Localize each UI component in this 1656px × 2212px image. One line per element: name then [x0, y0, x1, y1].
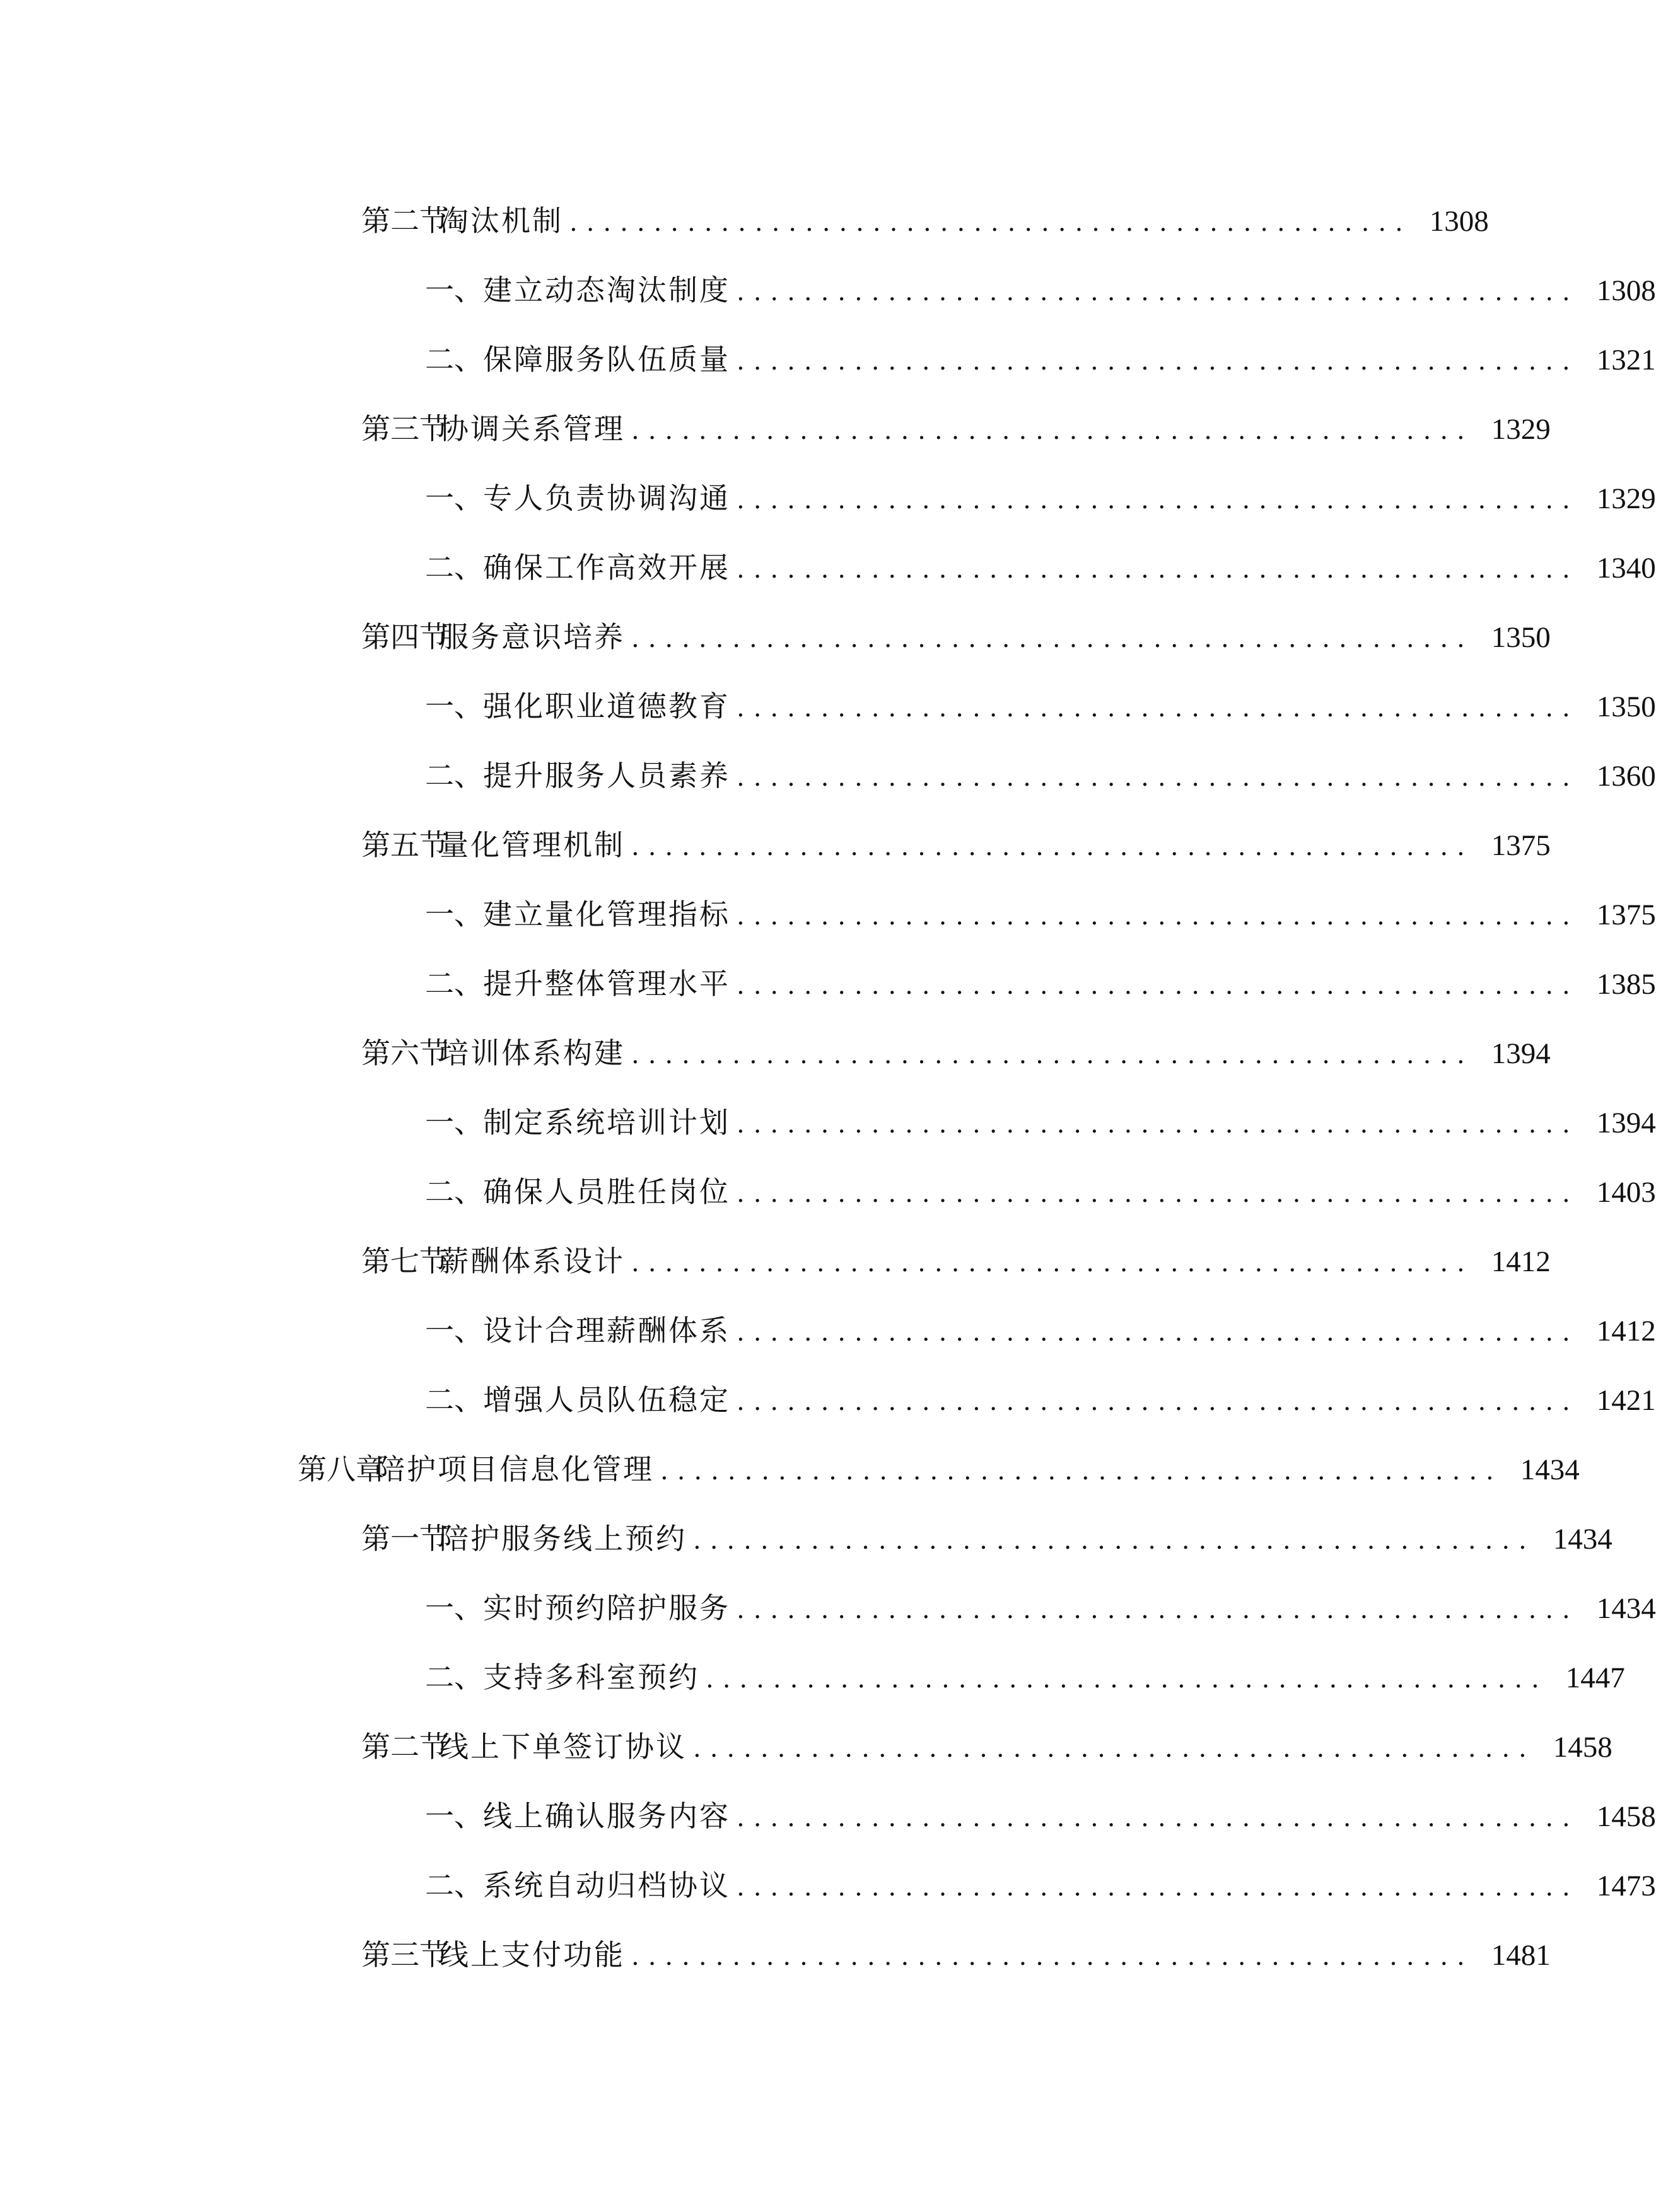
toc-entry-number: 第一节: [361, 1522, 448, 1556]
toc-entry-number: 一、: [425, 273, 483, 307]
toc-entry-title: 线上支付功能: [440, 1938, 625, 1972]
toc-entry-page: 1403: [1596, 1176, 1656, 1209]
toc-entry[interactable]: [361, 612, 1551, 662]
toc-entry-title: 设计合理薪酬体系: [483, 1313, 730, 1348]
toc-entry[interactable]: [361, 1721, 1612, 1772]
toc-entry-title: 保障服务队伍质量: [483, 342, 730, 376]
toc-entry-page: 1385: [1596, 968, 1656, 1001]
toc-entry[interactable]: [425, 542, 1656, 593]
toc-entry-title: 专人负责协调沟通: [483, 481, 730, 515]
toc-entry-title: 确保工作高效开展: [483, 550, 730, 585]
toc-entry-page: 1458: [1553, 1731, 1612, 1764]
toc-entry[interactable]: [425, 1167, 1656, 1217]
dot-leader: ..................................................: [737, 1595, 1579, 1624]
toc-entry-number: 第六节: [361, 1036, 448, 1070]
toc-entry-title: 提升服务人员素养: [483, 759, 730, 793]
toc-entry-page: 1329: [1491, 413, 1551, 446]
toc-entry-page: 1375: [1491, 829, 1551, 862]
toc-entry-page: 1350: [1596, 690, 1656, 723]
dot-leader: ..................................................: [737, 1387, 1579, 1416]
dot-leader: ..................................................: [737, 277, 1579, 306]
toc-entry-title: 实时预约陪护服务: [483, 1591, 730, 1625]
toc-entry-number: 一、: [425, 1799, 483, 1833]
toc-entry-page: 1412: [1491, 1245, 1551, 1278]
toc-entry-page: 1394: [1596, 1107, 1656, 1139]
toc-entry-page: 1434: [1596, 1592, 1656, 1625]
toc-entry[interactable]: [425, 681, 1656, 731]
toc-entry-page: 1447: [1565, 1662, 1625, 1694]
toc-entry[interactable]: [425, 1097, 1656, 1148]
dot-leader: ..................................................: [737, 763, 1579, 792]
toc-entry[interactable]: [361, 404, 1551, 454]
dot-leader: ..................................................: [737, 971, 1579, 1000]
toc-entry[interactable]: [425, 334, 1656, 385]
toc-entry[interactable]: [425, 1652, 1625, 1703]
toc-entry-title: 陪护项目信息化管理: [376, 1452, 654, 1486]
toc-entry-page: 1458: [1596, 1800, 1656, 1833]
toc-entry-page: 1421: [1596, 1384, 1656, 1417]
toc-entry-title: 系统自动归档协议: [483, 1868, 730, 1902]
toc-entry-number: 二、: [425, 967, 483, 1001]
toc-entry-page: 1434: [1520, 1453, 1580, 1486]
toc-entry-title: 提升整体管理水平: [483, 967, 730, 1001]
toc-entry-number: 第三节: [361, 412, 448, 446]
toc-entry-page: 1321: [1596, 344, 1656, 376]
dot-leader: ..................................................: [569, 208, 1412, 237]
toc-entry-number: 一、: [425, 897, 483, 931]
dot-leader: ..................................................: [706, 1665, 1548, 1694]
toc-entry[interactable]: [361, 1028, 1551, 1078]
toc-entry-page: 1412: [1596, 1315, 1656, 1348]
toc-entry[interactable]: [361, 1930, 1551, 1980]
toc-entry-number: 一、: [425, 1105, 483, 1139]
dot-leader: ..................................................: [737, 902, 1579, 931]
toc-entry-title: 支持多科室预约: [483, 1660, 699, 1694]
toc-entry-title: 协调关系管理: [440, 412, 625, 446]
toc-entry-title: 增强人员队伍稳定: [483, 1383, 730, 1417]
toc-entry-title: 制定系统培训计划: [483, 1105, 730, 1139]
dot-leader: ..................................................: [631, 1942, 1474, 1971]
toc-entry-number: 第三节: [361, 1938, 448, 1972]
dot-leader: ..................................................: [737, 1318, 1579, 1347]
toc-entry-number: 二、: [425, 550, 483, 585]
toc-entry-page: 1481: [1491, 1939, 1551, 1972]
toc-entry-title: 陪护服务线上预约: [440, 1522, 687, 1556]
toc-entry-number: 二、: [425, 1383, 483, 1417]
toc-entry-page: 1394: [1491, 1037, 1551, 1070]
toc-entry-page: 1350: [1491, 621, 1551, 654]
toc-entry-number: 二、: [425, 342, 483, 376]
toc-entry-title: 薪酬体系设计: [440, 1244, 625, 1278]
toc-entry[interactable]: [425, 1860, 1656, 1911]
toc-entry[interactable]: [425, 1375, 1656, 1425]
toc-entry-number: 一、: [425, 689, 483, 723]
toc-entry-number: 二、: [425, 759, 483, 793]
toc-entry[interactable]: [425, 958, 1656, 1009]
toc-entry[interactable]: [361, 1236, 1551, 1286]
toc-entry[interactable]: [425, 1791, 1656, 1841]
toc-entry[interactable]: [361, 1513, 1612, 1564]
toc-entry-number: 第四节: [361, 620, 448, 654]
toc-entry-page: 1375: [1596, 899, 1656, 931]
toc-entry-number: 第八章: [298, 1452, 385, 1486]
toc-entry-number: 第二节: [361, 1730, 448, 1764]
toc-entry-page: 1329: [1596, 482, 1656, 515]
toc-entry-number: 第七节: [361, 1244, 448, 1278]
toc-entry-number: 第二节: [361, 204, 448, 238]
dot-leader: ..................................................: [737, 1110, 1579, 1139]
toc-entry-title: 线上确认服务内容: [483, 1799, 730, 1833]
dot-leader: ..................................................: [737, 486, 1579, 515]
toc-entry-number: 二、: [425, 1868, 483, 1902]
dot-leader: ..................................................: [737, 1803, 1579, 1832]
toc-entry-number: 一、: [425, 1313, 483, 1348]
dot-leader: ..................................................: [737, 694, 1579, 723]
toc-entry[interactable]: [425, 473, 1656, 523]
toc-entry-number: 第五节: [361, 828, 448, 862]
dot-leader: ..................................................: [631, 1040, 1474, 1069]
toc-entry[interactable]: [425, 1583, 1656, 1633]
toc-entry-number: 二、: [425, 1660, 483, 1694]
toc-entry-page: 1308: [1596, 274, 1656, 307]
toc-entry-page: 1340: [1596, 552, 1656, 585]
toc-entry-title: 量化管理机制: [440, 828, 625, 862]
toc-entry[interactable]: [425, 265, 1656, 315]
toc-entry-title: 线上下单签订协议: [440, 1730, 687, 1764]
toc-entry[interactable]: [425, 889, 1656, 940]
dot-leader: ..................................................: [737, 555, 1579, 584]
toc-entry-number: 一、: [425, 481, 483, 515]
dot-leader: ..................................................: [631, 416, 1474, 445]
dot-leader: ..................................................: [660, 1457, 1503, 1486]
dot-leader: ..................................................: [693, 1526, 1536, 1555]
dot-leader: ..................................................: [737, 347, 1579, 376]
toc-entry-title: 强化职业道德教育: [483, 689, 730, 723]
toc-entry-number: 一、: [425, 1591, 483, 1625]
toc-entry[interactable]: [425, 750, 1656, 801]
toc-entry-title: 确保人员胜任岗位: [483, 1175, 730, 1209]
dot-leader: ..................................................: [737, 1179, 1579, 1208]
dot-leader: ..................................................: [631, 624, 1474, 653]
toc-entry-number: 二、: [425, 1175, 483, 1209]
toc-entry[interactable]: [361, 195, 1489, 246]
toc-entry-title: 建立动态淘汰制度: [483, 273, 730, 307]
toc-entry-title: 服务意识培养: [440, 620, 625, 654]
toc-entry[interactable]: [298, 1444, 1580, 1494]
toc-entry-page: 1434: [1553, 1523, 1612, 1556]
toc-entry-title: 建立量化管理指标: [483, 897, 730, 931]
toc-entry-title: 淘汰机制: [440, 204, 563, 238]
dot-leader: ..................................................: [737, 1873, 1579, 1902]
dot-leader: ..................................................: [631, 1249, 1474, 1278]
toc-entry[interactable]: [425, 1305, 1656, 1356]
toc-entry[interactable]: [361, 820, 1551, 870]
toc-entry-title: 培训体系构建: [440, 1036, 625, 1070]
toc-entry-page: 1360: [1596, 760, 1656, 793]
toc-entry-page: 1473: [1596, 1870, 1656, 1902]
dot-leader: ..................................................: [631, 832, 1474, 861]
toc-entry-page: 1308: [1429, 205, 1489, 238]
dot-leader: ..................................................: [693, 1734, 1536, 1763]
